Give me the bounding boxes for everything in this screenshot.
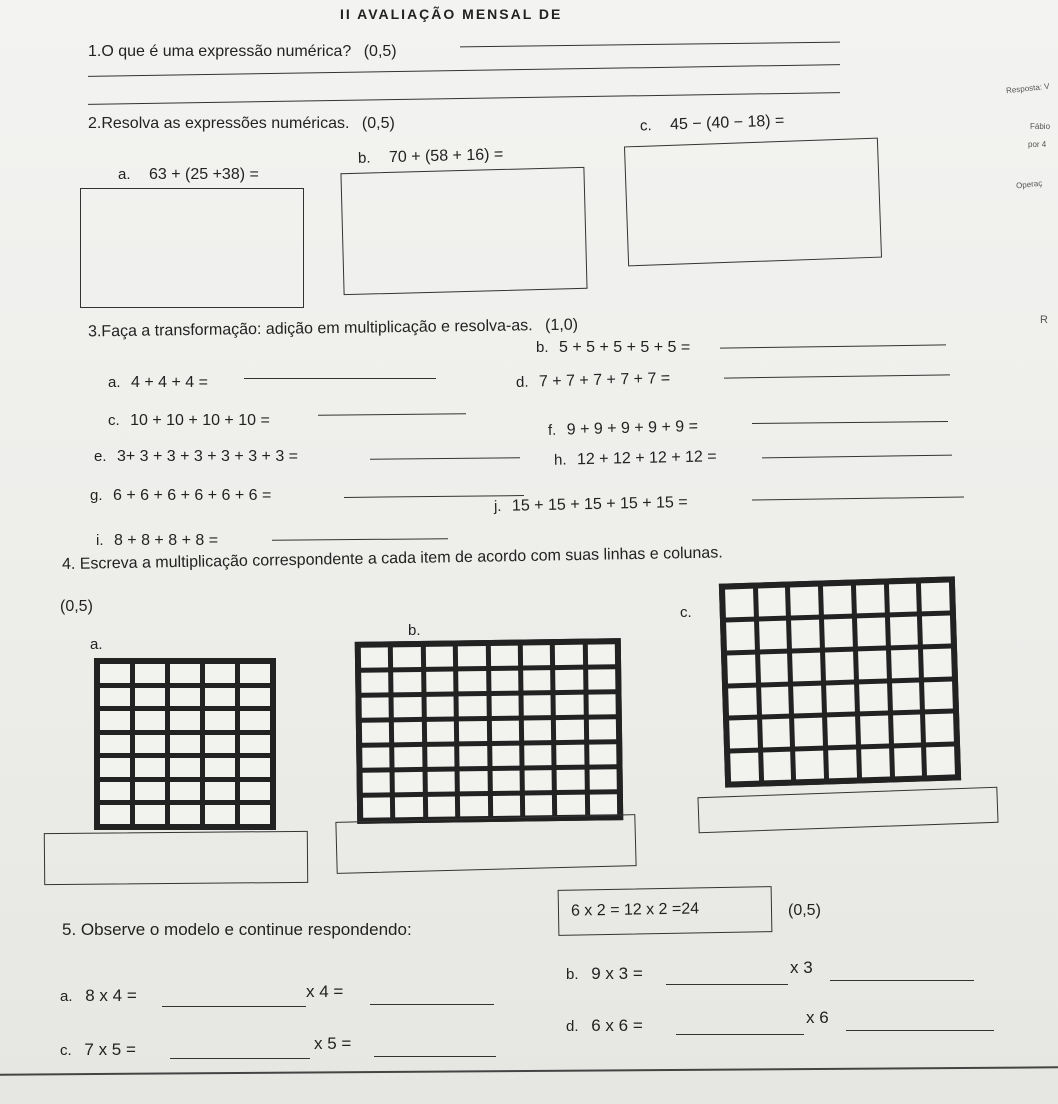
question-5-item xyxy=(566,964,643,984)
question-2-text xyxy=(88,115,395,133)
answer-line[interactable] xyxy=(88,92,840,105)
answer-box[interactable] xyxy=(80,188,304,308)
grid-cell xyxy=(100,805,130,824)
grid-cell xyxy=(556,720,584,740)
grid-cell xyxy=(828,750,857,779)
grid-cell xyxy=(361,647,389,667)
grid-cell xyxy=(170,688,200,707)
grid-cell xyxy=(525,795,553,815)
grid-a xyxy=(94,658,276,830)
item-letter: i. xyxy=(96,532,104,549)
grid-cell xyxy=(588,719,616,739)
grid-cell xyxy=(792,652,821,681)
grid-cell xyxy=(135,805,165,824)
grid-cell xyxy=(891,649,920,678)
answer-line[interactable] xyxy=(720,344,946,348)
expression: 8 + 8 + 8 + 8 = xyxy=(113,532,219,549)
grid-cell xyxy=(459,696,487,716)
grid-label: b. xyxy=(408,622,421,639)
question-3-item xyxy=(494,494,688,516)
question-5-item xyxy=(60,986,137,1006)
grid-cell xyxy=(796,751,825,780)
grid-cell xyxy=(856,585,885,614)
grid-cell xyxy=(492,771,520,791)
question-5-score: (0,5) xyxy=(788,902,821,919)
item-letter: e. xyxy=(94,448,107,465)
grid-cell xyxy=(363,772,391,792)
grid-cell xyxy=(240,711,270,730)
expression: 12 + 12 + 12 + 12 = xyxy=(576,448,717,469)
grid-cell xyxy=(729,720,758,749)
grid-cell xyxy=(763,752,792,781)
grid-label: c. xyxy=(680,604,692,621)
grid-cell xyxy=(426,646,454,666)
grid-cell xyxy=(926,747,955,776)
grid-cell xyxy=(761,686,790,715)
answer-line[interactable] xyxy=(846,1030,994,1031)
answer-line[interactable] xyxy=(244,378,436,379)
expression: 70 + (58 + 16) = xyxy=(388,146,504,167)
multiplier: x 5 = xyxy=(314,1034,352,1053)
multiplier: x 3 xyxy=(790,958,813,977)
question-2-score: (0,5) xyxy=(361,115,395,132)
grid-cell xyxy=(205,711,235,730)
page-bottom-border xyxy=(0,1066,1058,1075)
question-3-item xyxy=(108,412,270,430)
grid-cell xyxy=(922,615,951,644)
item-letter: a. xyxy=(60,988,73,1005)
question-4-text: 4. Escreva a multiplicação correspondente a cada item de acordo com suas linhas e colunas. xyxy=(61,544,723,573)
question-2-label: 2.Resolva as expressões numéricas. xyxy=(88,115,350,132)
expression: 5 + 5 + 5 + 5 + 5 = xyxy=(558,339,691,356)
grid-cell xyxy=(727,654,756,683)
answer-line[interactable] xyxy=(318,413,466,416)
grid-cell xyxy=(728,687,757,716)
grid-cell xyxy=(589,744,617,764)
side-fragment-por: por 4 xyxy=(1028,140,1047,149)
answer-line[interactable] xyxy=(370,457,520,460)
grid-cell xyxy=(491,696,519,716)
question-1-text xyxy=(88,43,397,61)
item-letter: d. xyxy=(566,1018,579,1035)
question-3-item xyxy=(516,370,671,392)
grid-cell xyxy=(393,647,421,667)
answer-line[interactable] xyxy=(460,42,840,48)
grid-cell xyxy=(100,782,130,801)
grid-cell xyxy=(587,644,615,664)
question-3-item xyxy=(94,448,298,466)
model-box xyxy=(558,886,773,936)
grid-cell xyxy=(240,735,270,754)
grid-cell xyxy=(491,721,519,741)
answer-line[interactable] xyxy=(162,1006,306,1007)
item-letter: a. xyxy=(118,166,131,183)
grid-cell xyxy=(556,695,584,715)
answer-box[interactable] xyxy=(340,167,587,295)
question-3-item xyxy=(108,374,208,392)
grid-cell xyxy=(590,794,618,814)
question-3-item xyxy=(90,487,271,505)
grid-cell xyxy=(240,664,270,683)
grid-cell xyxy=(827,717,856,746)
grid-cell xyxy=(760,653,789,682)
expression: 10 + 10 + 10 + 10 = xyxy=(130,412,270,429)
question-5-text: 5. Observe o modelo e continue respondendo: xyxy=(62,920,412,939)
question-5-item xyxy=(566,1016,643,1036)
grid-cell xyxy=(555,670,583,690)
grid-cell xyxy=(589,769,617,789)
grid-cell xyxy=(892,682,921,711)
grid-cell xyxy=(458,671,486,691)
grid-cell xyxy=(790,587,819,616)
grid-cell xyxy=(555,645,583,665)
item-letter: f. xyxy=(547,421,557,439)
grid-cell xyxy=(492,796,520,816)
grid-cell xyxy=(205,664,235,683)
grid-cell xyxy=(170,664,200,683)
multiplier: x 4 = xyxy=(306,982,344,1001)
side-fragment-r: R xyxy=(1040,314,1048,326)
grid-cell xyxy=(794,685,823,714)
item-letter: c. xyxy=(60,1042,72,1059)
grid-cell xyxy=(395,797,423,817)
answer-box[interactable] xyxy=(697,787,998,833)
grid-cell xyxy=(100,664,130,683)
side-fragment-resposta: Resposta: V xyxy=(1005,81,1050,96)
expression: 7 + 7 + 7 + 7 + 7 = xyxy=(538,369,671,391)
page-title: II AVALIAÇÃO MENSAL DE xyxy=(340,6,563,22)
grid-b xyxy=(355,638,624,824)
grid-cell xyxy=(860,716,889,745)
grid-cell xyxy=(100,758,130,777)
grid-cell xyxy=(135,758,165,777)
grid-cell xyxy=(170,805,200,824)
answer-line[interactable] xyxy=(374,1056,496,1057)
grid-cell xyxy=(823,586,852,615)
grid-cell xyxy=(524,770,552,790)
grid-c xyxy=(719,576,961,787)
grid-cell xyxy=(100,711,130,730)
grid-cell xyxy=(426,696,454,716)
item-letter: c. xyxy=(108,412,120,429)
answer-line[interactable] xyxy=(752,421,948,424)
side-fragment-fabio: Fábio xyxy=(1030,122,1051,131)
grid-cell xyxy=(759,620,788,649)
expression: 6 + 6 + 6 + 6 + 6 + 6 = xyxy=(112,487,272,504)
grid-cell xyxy=(460,796,488,816)
grid-cell xyxy=(135,711,165,730)
question-3-item xyxy=(536,339,690,357)
grid-cell xyxy=(205,735,235,754)
expression: 7 x 5 = xyxy=(84,1040,136,1059)
grid-cell xyxy=(762,719,791,748)
grid-cell xyxy=(588,669,616,689)
grid-cell xyxy=(556,745,584,765)
grid-cell xyxy=(925,714,954,743)
grid-cell xyxy=(490,646,518,666)
answer-box[interactable] xyxy=(624,138,882,267)
answer-line[interactable] xyxy=(830,980,974,981)
multiplier: x 6 xyxy=(806,1008,829,1027)
grid-cell xyxy=(921,583,950,612)
grid-cell xyxy=(460,771,488,791)
grid-cell xyxy=(726,622,755,651)
grid-cell xyxy=(394,722,422,742)
grid-cell xyxy=(459,721,487,741)
answer-line[interactable] xyxy=(272,538,448,541)
grid-cell xyxy=(205,782,235,801)
item-letter: b. xyxy=(566,966,579,983)
grid-cell xyxy=(205,805,235,824)
grid-cell xyxy=(861,749,890,778)
grid-cell xyxy=(795,718,824,747)
answer-line[interactable] xyxy=(88,64,840,77)
answer-line[interactable] xyxy=(752,497,964,501)
expression: 6 x 6 = xyxy=(591,1016,643,1035)
grid-label: a. xyxy=(90,636,103,653)
grid-cell xyxy=(730,753,759,782)
expression: 8 x 4 = xyxy=(85,986,137,1005)
answer-box[interactable] xyxy=(44,831,308,885)
question-3-item xyxy=(554,448,717,469)
grid-cell xyxy=(240,782,270,801)
expression: 63 + (25 +38) = xyxy=(148,166,259,183)
item-letter: b. xyxy=(357,149,371,167)
grid-cell xyxy=(859,683,888,712)
grid-cell xyxy=(557,795,585,815)
grid-cell xyxy=(362,697,390,717)
grid-cell xyxy=(395,747,423,767)
question-5-item xyxy=(60,1040,136,1060)
grid-cell xyxy=(394,697,422,717)
question-3-score: (1,0) xyxy=(544,316,579,335)
grid-cell xyxy=(893,715,922,744)
grid-cell xyxy=(857,617,886,646)
grid-cell xyxy=(894,748,923,777)
grid-cell xyxy=(824,618,853,647)
grid-cell xyxy=(924,681,953,710)
grid-cell xyxy=(791,619,820,648)
item-letter: g. xyxy=(90,487,103,504)
grid-cell xyxy=(588,694,616,714)
expression: 9 + 9 + 9 + 9 + 9 = xyxy=(566,418,699,439)
grid-cell xyxy=(100,735,130,754)
answer-line[interactable] xyxy=(666,984,788,985)
grid-cell xyxy=(427,746,455,766)
answer-line[interactable] xyxy=(170,1058,310,1059)
item-letter: j. xyxy=(493,497,502,516)
expression: 3+ 3 + 3 + 3 + 3 + 3 + 3 = xyxy=(116,448,299,465)
grid-cell xyxy=(363,797,391,817)
grid-cell xyxy=(205,758,235,777)
grid-cell xyxy=(923,648,952,677)
grid-cell xyxy=(362,722,390,742)
grid-cell xyxy=(826,684,855,713)
grid-cell xyxy=(362,747,390,767)
grid-cell xyxy=(725,589,754,618)
grid-cell xyxy=(100,688,130,707)
grid-cell xyxy=(135,735,165,754)
answer-box[interactable] xyxy=(335,814,636,874)
grid-cell xyxy=(395,772,423,792)
item-letter: c. xyxy=(639,117,652,135)
grid-cell xyxy=(825,651,854,680)
question-3-label: 3.Faça a transformação: adição em multiplicação e resolva-as. xyxy=(87,317,533,341)
question-3-item xyxy=(96,532,218,550)
answer-line[interactable] xyxy=(370,1004,494,1005)
grid-cell xyxy=(524,745,552,765)
item-letter: a. xyxy=(108,374,121,391)
grid-cell xyxy=(361,672,389,692)
question-4-score: (0,5) xyxy=(60,598,93,615)
grid-cell xyxy=(523,670,551,690)
grid-cell xyxy=(394,672,422,692)
expression: 4 + 4 + 4 = xyxy=(130,374,208,391)
grid-cell xyxy=(135,688,165,707)
item-letter: b. xyxy=(536,339,549,356)
question-2-item xyxy=(640,112,785,135)
grid-cell xyxy=(523,645,551,665)
grid-cell xyxy=(491,671,519,691)
grid-cell xyxy=(524,720,552,740)
grid-cell xyxy=(170,711,200,730)
grid-cell xyxy=(427,721,455,741)
grid-cell xyxy=(458,646,486,666)
question-3-text xyxy=(88,317,578,342)
grid-cell xyxy=(428,796,456,816)
grid-cell xyxy=(240,758,270,777)
answer-line[interactable] xyxy=(676,1034,804,1035)
grid-cell xyxy=(889,584,918,613)
item-letter: h. xyxy=(553,451,567,469)
expression: 45 − (40 − 18) = xyxy=(669,112,785,134)
grid-cell xyxy=(205,688,235,707)
model-expression: 6 x 2 = 12 x 2 =24 xyxy=(570,900,700,920)
answer-line[interactable] xyxy=(762,455,952,459)
item-letter: d. xyxy=(515,373,529,392)
question-3-item xyxy=(548,418,698,440)
grid-cell xyxy=(758,588,787,617)
expression: 9 x 3 = xyxy=(591,964,643,983)
answer-line[interactable] xyxy=(724,374,950,378)
grid-cell xyxy=(523,695,551,715)
grid-cell xyxy=(890,616,919,645)
grid-cell xyxy=(557,770,585,790)
grid-cell xyxy=(170,758,200,777)
grid-cell xyxy=(858,650,887,679)
grid-cell xyxy=(135,782,165,801)
side-fragment-operacao: Operaç xyxy=(1015,178,1043,191)
grid-cell xyxy=(427,771,455,791)
grid-cell xyxy=(170,782,200,801)
question-2-item xyxy=(358,146,504,168)
grid-cell xyxy=(426,671,454,691)
question-1-score: (0,5) xyxy=(363,43,397,60)
grid-cell xyxy=(492,746,520,766)
grid-cell xyxy=(459,746,487,766)
question-2-item xyxy=(118,166,259,184)
expression: 15 + 15 + 15 + 15 + 15 = xyxy=(511,493,688,515)
grid-cell xyxy=(170,735,200,754)
grid-cell xyxy=(135,664,165,683)
question-1-label: 1.O que é uma expressão numérica? xyxy=(88,43,352,60)
grid-cell xyxy=(240,688,270,707)
grid-cell xyxy=(240,805,270,824)
